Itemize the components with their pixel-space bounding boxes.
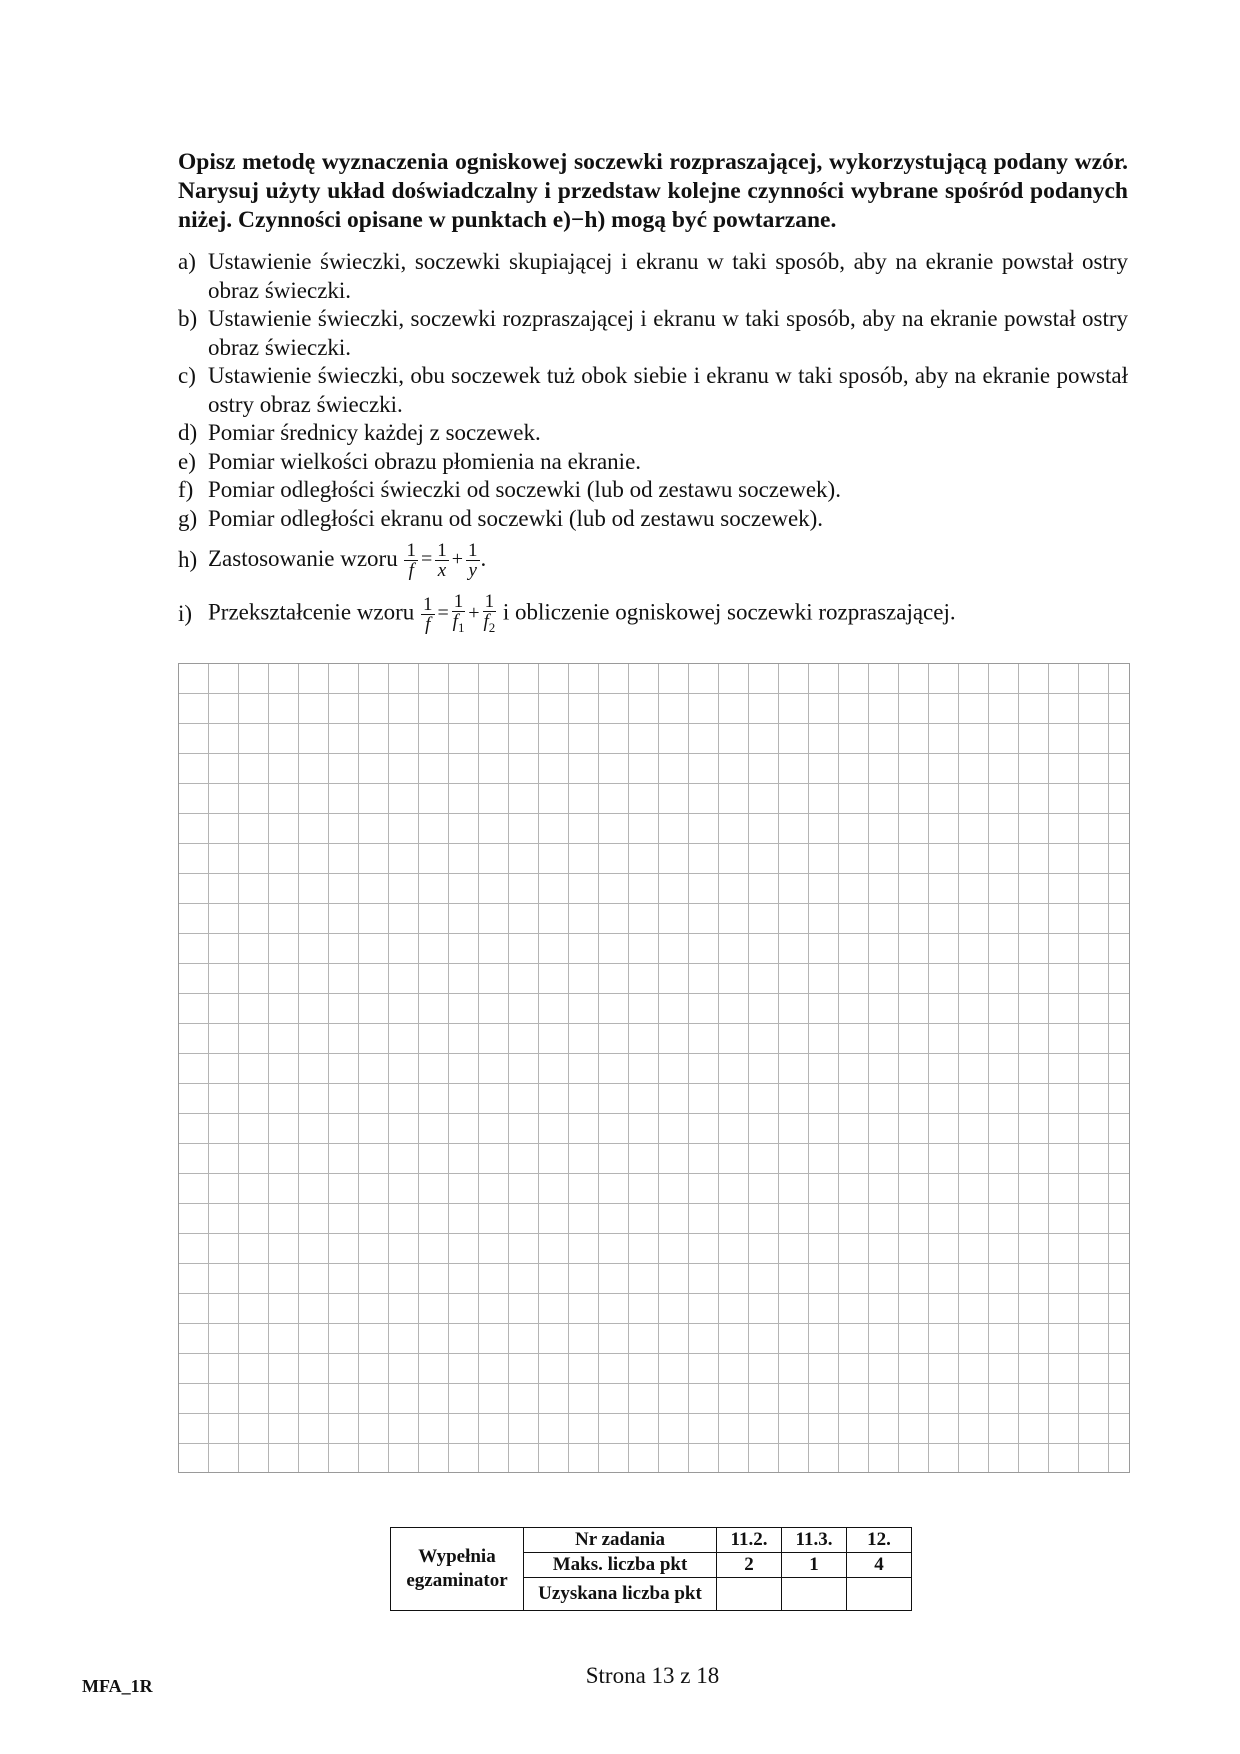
option-g <box>178 505 1128 534</box>
fraction: $\frac{1}{f}$ <box>406 539 416 581</box>
options-list <box>178 248 1128 641</box>
option-letter: f) <box>178 477 194 502</box>
option-text: i obliczenie ogniskowej soczewki rozpraszającej. <box>502 599 956 625</box>
page-number: Strona 13 z 18 <box>585 1663 720 1688</box>
option-a <box>178 248 1128 305</box>
option-text: Pomiar odległości ekranu od soczewki (lub od zestawu soczewek). <box>208 505 824 531</box>
row-label: Nr zadania <box>524 1528 717 1553</box>
exam-code: MFA_1R <box>82 1676 153 1696</box>
option-letter: a) <box>178 249 196 274</box>
option-letter: c) <box>178 363 196 388</box>
examiner-label: Wypełnia egzaminator <box>391 1528 524 1611</box>
row-label: Maks. liczba pkt <box>524 1553 717 1578</box>
option-text: Pomiar odległości świeczki od soczewki (lub od zestawu soczewek). <box>208 477 841 502</box>
option-text: Ustawienie świeczki, obu soczewek tuż obok siebie i ekranu w taki sposób, aby na ekranie powstał ostry obraz świeczki. <box>208 363 1128 417</box>
fraction: $\frac{1}{y}$ <box>468 539 478 581</box>
score-cell[interactable] <box>782 1578 847 1611</box>
option-text: Przekształcenie wzoru <box>208 599 415 625</box>
option-d <box>178 419 1128 448</box>
option-h: h) Zastosowanie wzoru $\frac{1}{f}$ = $\frac{1}{x}$ + $\frac{1}{y}$ . <box>178 539 487 581</box>
task-number: 11.3. <box>782 1528 847 1553</box>
option-letter: h) <box>178 546 198 572</box>
answer-grid[interactable] <box>178 663 1130 1473</box>
task-instruction: Opisz metodę wyznaczenia ogniskowej soczewki rozpraszającej, wykorzystującą podany wzór. Narysuj użyty układ doświadczalny i przedstaw kolejne czynności wybrane spośród podanych niżej. Czynności opisane w punktach e)−h) mogą być powtarzane. <box>178 149 1128 233</box>
option-c <box>178 362 1128 419</box>
option-letter: e) <box>178 448 196 474</box>
option-text: Ustawienie świeczki, soczewki skupiającej i ekranu w taki sposób, aby na ekranie powstał ostry obraz świeczki. <box>208 249 1128 303</box>
max-points: 1 <box>782 1553 847 1578</box>
option-letter: b) <box>178 306 198 331</box>
option-text: Ustawienie świeczki, soczewki rozpraszającej i ekranu w taki sposób, aby na ekranie powstał ostry obraz świeczki. <box>208 306 1128 360</box>
option-f <box>178 476 1128 505</box>
score-table <box>390 1527 912 1611</box>
fraction: $\frac{1}{x}$ <box>437 539 447 581</box>
option-letter: d) <box>178 420 198 445</box>
option-text: Pomiar średnicy każdej z soczewek. <box>208 420 541 445</box>
option-text: Zastosowanie wzoru <box>208 545 398 571</box>
fraction: $\frac{1}{f_1}$ <box>452 590 465 635</box>
option-letter: g) <box>178 505 198 531</box>
option-text: Pomiar wielkości obrazu płomienia na ekranie. <box>208 448 642 474</box>
option-i: i) Przekształcenie wzoru $\frac{1}{f}$ = $\frac{1}{f_1}$ + $\frac{1}{f_2}$ i obliczenie ogniskowej soczewki rozpraszającej. <box>178 590 956 635</box>
task-number: 11.2. <box>717 1528 782 1553</box>
max-points: 4 <box>847 1553 912 1578</box>
row-label: Uzyskana liczba pkt <box>524 1578 717 1611</box>
score-cell[interactable] <box>847 1578 912 1611</box>
option-b <box>178 305 1128 362</box>
fraction: $\frac{1}{f_2}$ <box>483 590 496 635</box>
option-e <box>178 448 1128 477</box>
max-points: 2 <box>717 1553 782 1578</box>
option-letter: i) <box>178 600 193 626</box>
task-number: 12. <box>847 1528 912 1553</box>
fraction: $\frac{1}{f}$ <box>423 593 433 635</box>
score-cell[interactable] <box>717 1578 782 1611</box>
